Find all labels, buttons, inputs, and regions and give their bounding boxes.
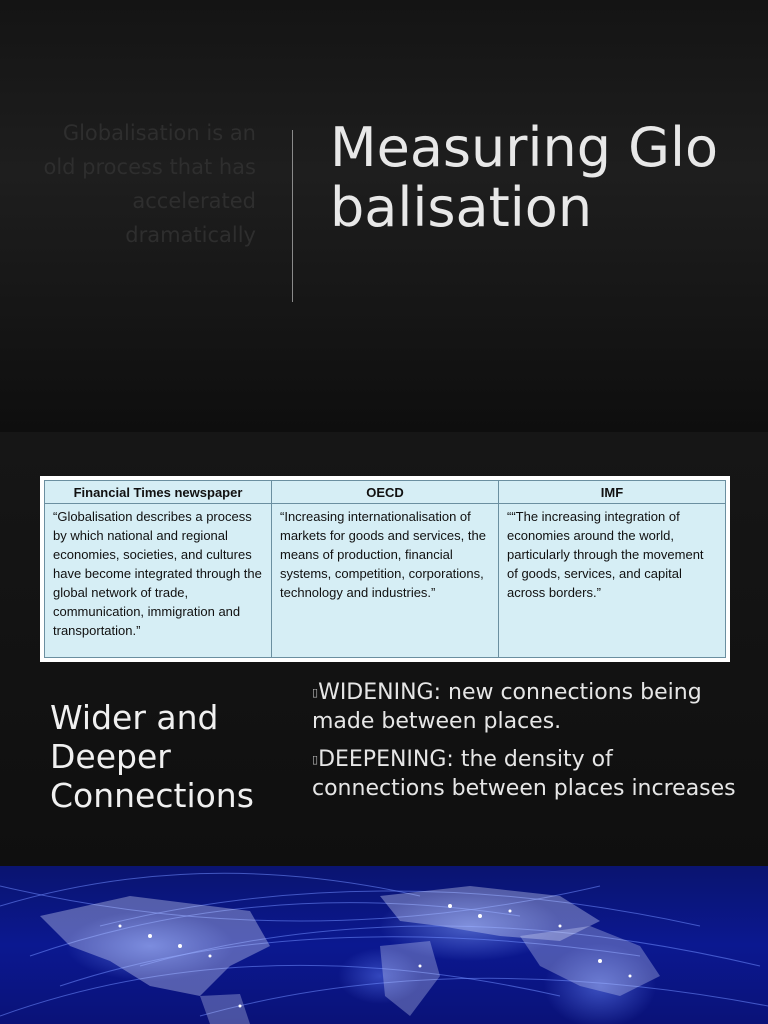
definitions-slide xyxy=(0,432,768,866)
list-item xyxy=(310,745,750,803)
slide-title: Measuring Globalisation xyxy=(330,116,719,239)
table-header: IMF xyxy=(499,481,726,504)
world-connections-map-icon xyxy=(0,866,768,1024)
list-item xyxy=(310,678,750,736)
section-heading: Wider and Deeper Connections xyxy=(50,698,254,815)
title-slide xyxy=(0,0,768,432)
table-cell: “Globalisation describes a process by which national and regional economies, societies, and cultures have become integrated through the global network of trade, communication, immigration and transportation.” xyxy=(45,504,272,658)
bullet-icon: ▯ xyxy=(312,686,319,699)
table-row xyxy=(45,504,726,658)
bullet-text: WIDENING: new connections being made between places. xyxy=(312,680,702,734)
bullet-icon: ▯ xyxy=(312,753,319,766)
definitions-table-image xyxy=(40,476,730,662)
definitions-table xyxy=(44,480,726,658)
table-header: Financial Times newspaper xyxy=(45,481,272,504)
table-header-row xyxy=(45,481,726,504)
table-cell: ““The increasing integration of economies around the world, particularly through the movement of goods, services, and capital across borders.” xyxy=(499,504,726,658)
slide-subtitle: Globalisation is an old process that has accelerated dramatically xyxy=(43,121,256,247)
table-header: OECD xyxy=(272,481,499,504)
vertical-divider xyxy=(292,130,293,302)
world-map-slide xyxy=(0,866,768,1024)
table-cell: “Increasing internationalisation of markets for goods and services, the means of production, financial systems, competition, corporations, technology and industries.” xyxy=(272,504,499,658)
bullet-list xyxy=(310,678,750,812)
bullet-text: DEEPENING: the density of connections between places increases xyxy=(312,747,736,801)
